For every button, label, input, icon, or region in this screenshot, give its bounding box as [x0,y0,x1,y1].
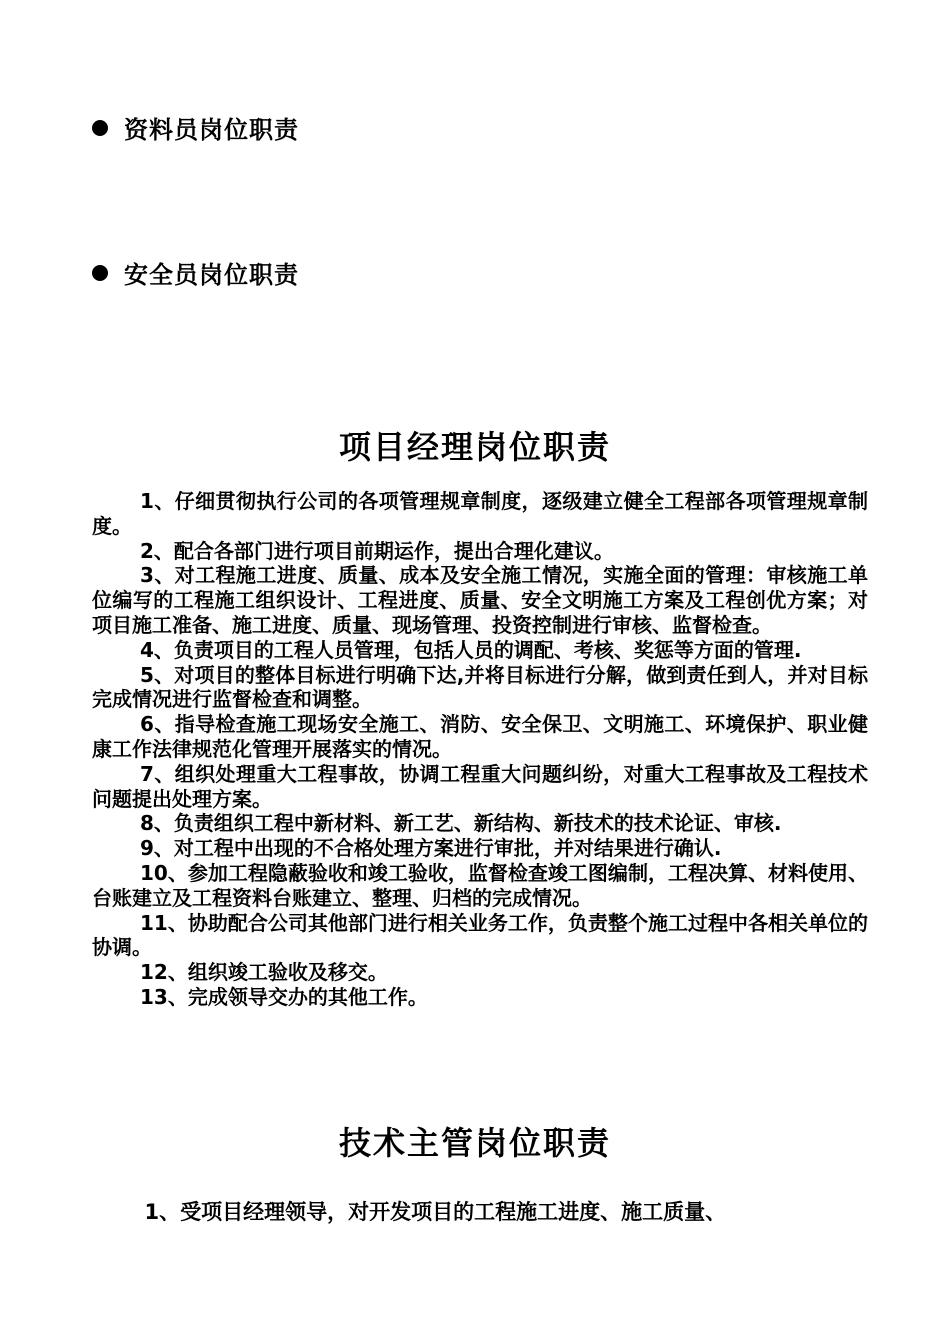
section-body [92,1200,868,1225]
paragraph: 1、仔细贯彻执行公司的各项管理规章制度，逐级建立健全工程部各项管理规章制度。 [92,489,868,538]
bullet-item [92,255,299,290]
bullet-dot-icon [92,120,108,136]
paragraph: 4、负责项目的工程人员管理，包括人员的调配、考核、奖惩等方面的管理. [140,637,802,662]
section-title: 项目经理岗位职责 [338,428,611,466]
bullet-item [92,110,299,145]
section-title: 技术主管岗位职责 [338,1124,611,1162]
paragraph: 3、对工程施工进度、质量、成本及安全施工情况，实施全面的管理：审核施工单位编写的工程施工组织设计、工程进度、质量、安全文明施工方案及工程创优方案；对项目施工准备、施工进度、质量、现场管理、投资控制进行审核、监督检查。 [92,563,868,637]
paragraph: 11、协助配合公司其他部门进行相关业务工作，负责整个施工过程中各相关单位的协调。 [92,910,868,960]
paragraph: 12、组织竣工验收及移交。 [140,960,388,985]
paragraph: 1、受项目经理领导，对开发项目的工程施工进度、施工质量、 [144,1200,727,1224]
paragraph: 7、组织处理重大工程事故，协调工程重大问题纠纷，对重大工程事故及工程技术问题提出处理方案。 [92,761,868,811]
paragraph: 5、对项目的整体目标进行明确下达,并将目标进行分解，做到责任到人，并对目标完成情况进行监督检查和调整。 [92,662,868,712]
paragraph: 8、负责组织工程中新材料、新工艺、新结构、新技术的技术论证、审核. [140,811,782,836]
paragraph: 10、参加工程隐蔽验收和竣工验收，监督检查竣工图编制，工程决算、材料使用、台账建立及工程资料台账建立、整理、归档的完成情况。 [92,860,868,910]
paragraph: 2、配合各部门进行项目前期运作，提出合理化建议。 [140,538,614,563]
bullet-text: 资料员岗位职责 [124,116,299,144]
paragraph: 6、指导检查施工现场安全施工、消防、安全保卫、文明施工、环境保护、职业健康工作法律规范化管理开展落实的情况。 [92,712,868,761]
bullet-text: 安全员岗位职责 [124,261,299,289]
paragraph: 9、对工程中出现的不合格处理方案进行审批，并对结果进行确认. [140,836,722,861]
paragraph: 13、完成领导交办的其他工作。 [140,984,428,1009]
bullet-dot-icon [92,265,108,281]
section-body [92,489,868,1010]
